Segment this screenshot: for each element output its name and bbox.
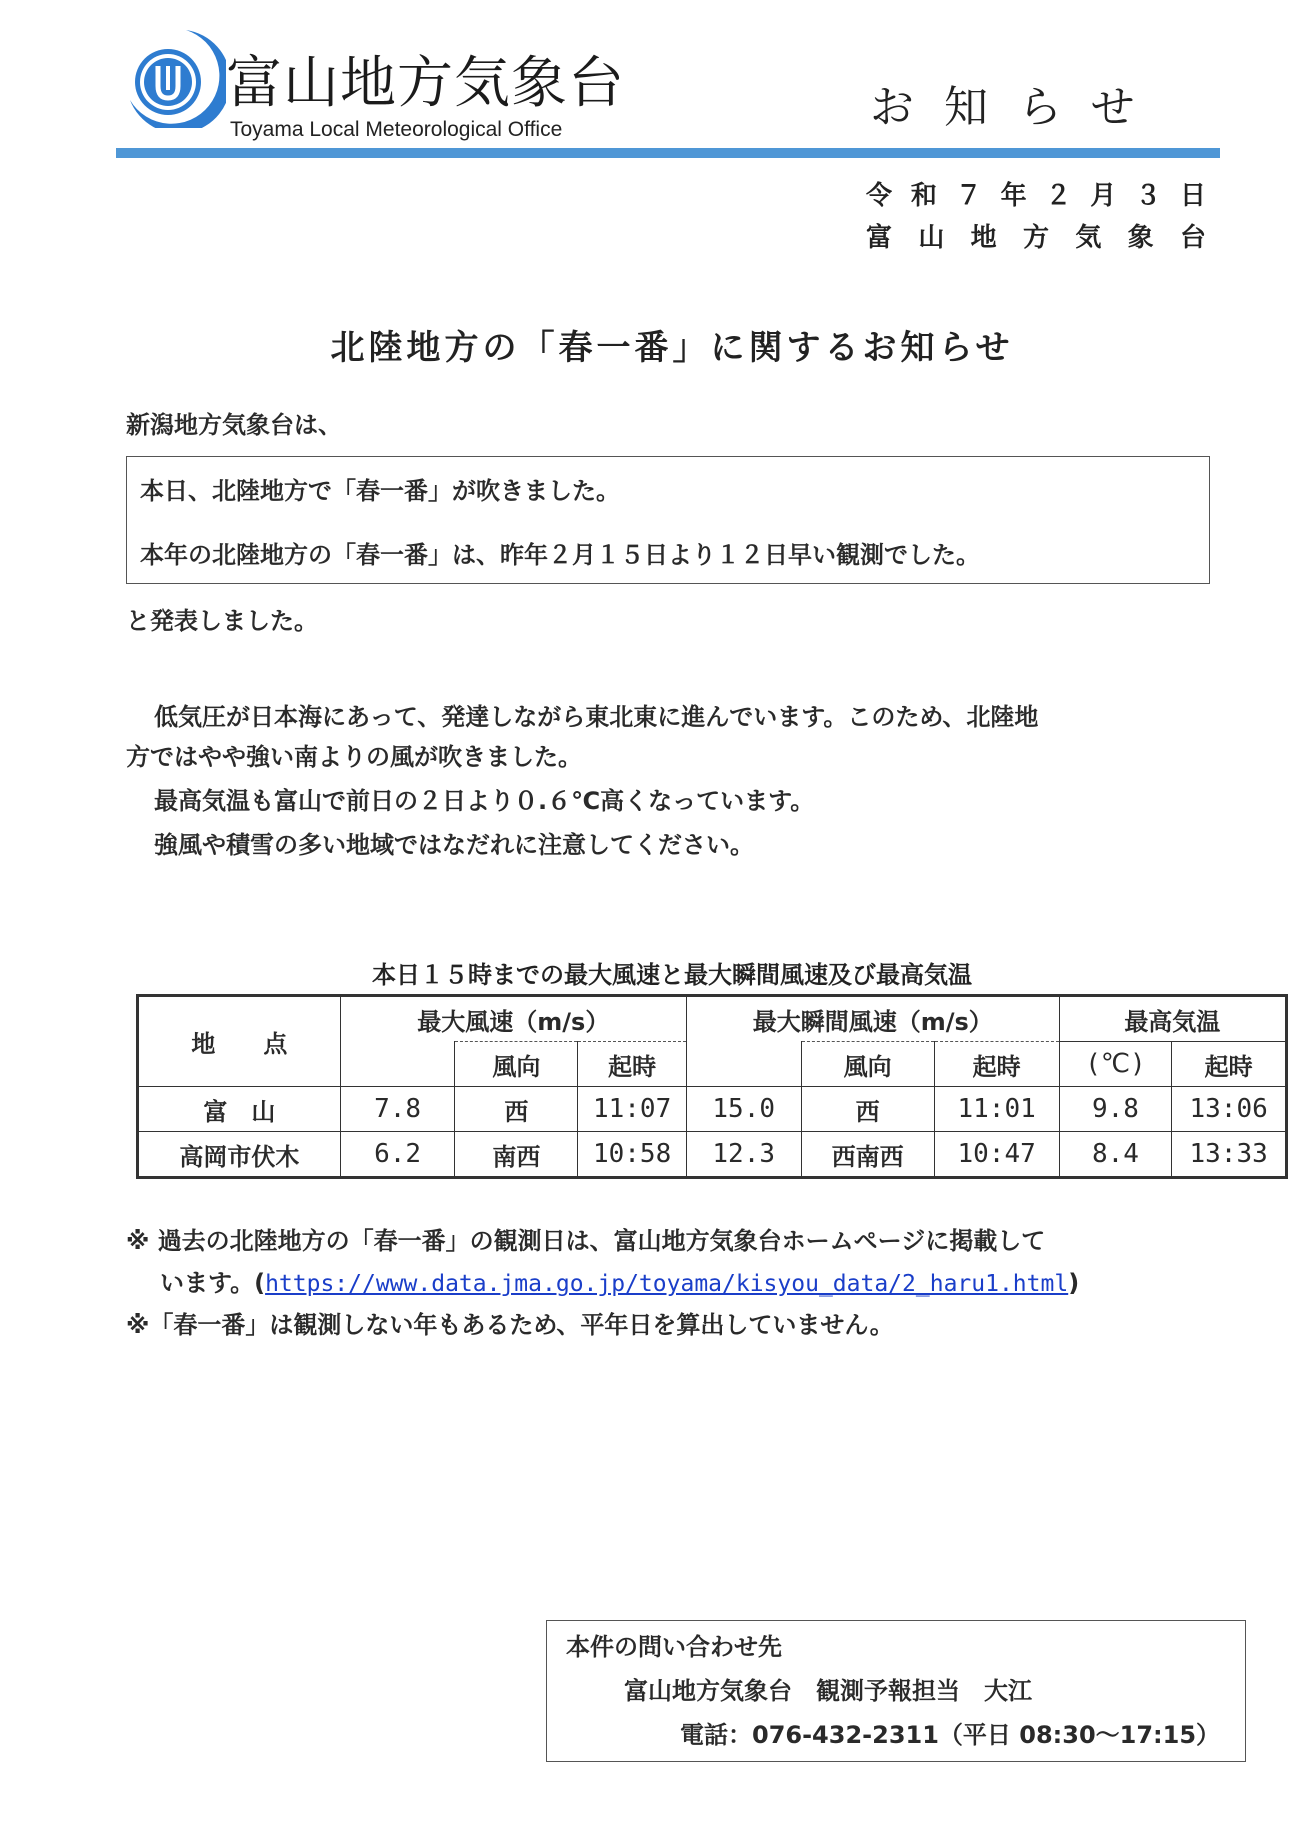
- org-name: 富山地方気象台: [226, 51, 625, 116]
- paragraph-line: 方ではやや強い南よりの風が吹きました。: [126, 743, 582, 771]
- header-blank: [340, 1042, 455, 1087]
- header-time: 起時: [578, 1042, 687, 1087]
- temp-cell: 8.4: [1059, 1132, 1172, 1178]
- paragraph-line: 低気圧が日本海にあって、発達しながら東北東に進んでいます。このため、北陸地: [154, 703, 1039, 731]
- temp-cell: 9.8: [1059, 1087, 1172, 1132]
- document-title: 北陸地方の「春一番」に関するお知らせ: [330, 328, 1014, 368]
- note-line: [160, 1268, 1079, 1299]
- note-text: ): [1068, 1269, 1080, 1297]
- header-temp-unit: (℃): [1059, 1042, 1172, 1087]
- header-rule: [116, 148, 1220, 158]
- wind-time-cell: 10:58: [578, 1132, 687, 1178]
- gust-cell: 12.3: [686, 1132, 801, 1178]
- header-direction: 風向: [801, 1042, 934, 1087]
- note-line: ※ 過去の北陸地方の「春一番」の観測日は、富山地方気象台ホームページに掲載して: [126, 1227, 1046, 1255]
- table-row: [138, 1132, 1287, 1178]
- contact-phone: 電話：076-432-2311（平日 08:30～17:15）: [680, 1721, 1221, 1749]
- header-max-wind: 最大風速（m/s）: [340, 996, 686, 1042]
- table-row: [138, 1087, 1287, 1132]
- org-name-english: Toyama Local Meteorological Office: [230, 118, 563, 141]
- header-max-gust: 最大瞬間風速（m/s）: [686, 996, 1059, 1042]
- issue-date: 令和７年２月３日: [866, 181, 1206, 211]
- temp-time-cell: 13:06: [1172, 1087, 1287, 1132]
- temp-time-cell: 13:33: [1172, 1132, 1287, 1178]
- station-cell: 富 山: [138, 1087, 341, 1132]
- observation-table: [136, 994, 1288, 1179]
- gust-time-cell: 10:47: [934, 1132, 1059, 1178]
- contact-label: 本件の問い合わせ先: [566, 1633, 782, 1661]
- header-blank: [686, 1042, 801, 1087]
- intro-text: 新潟地方気象台は、: [126, 411, 342, 439]
- header-station: 地 点: [138, 996, 341, 1087]
- wind-time-cell: 11:07: [578, 1087, 687, 1132]
- header-time: 起時: [1172, 1042, 1287, 1087]
- table-caption: 本日１５時までの最大風速と最大瞬間風速及び最高気温: [372, 961, 972, 989]
- wind-dir-cell: 南西: [455, 1132, 578, 1178]
- issuer: 富山地方気象台: [866, 223, 1206, 253]
- station-cell: 高岡市伏木: [138, 1132, 341, 1178]
- header-time: 起時: [934, 1042, 1059, 1087]
- header-max-temp: 最高気温: [1059, 996, 1286, 1042]
- note-text: います。(: [160, 1269, 266, 1297]
- jma-logo-icon: [124, 26, 226, 128]
- notice-label: お知らせ: [870, 82, 1165, 133]
- gust-cell: 15.0: [686, 1087, 801, 1132]
- gust-dir-cell: 西: [801, 1087, 934, 1132]
- paragraph-line: 強風や積雪の多い地域ではなだれに注意してください。: [154, 831, 754, 859]
- paragraph-line: 最高気温も富山で前日の２日より０.６℃高くなっています。: [154, 787, 815, 815]
- wind-cell: 7.8: [340, 1087, 455, 1132]
- gust-dir-cell: 西南西: [801, 1132, 934, 1178]
- wind-cell: 6.2: [340, 1132, 455, 1178]
- contact-department: 富山地方気象台 観測予報担当 大江: [624, 1677, 1032, 1705]
- wind-dir-cell: 西: [455, 1087, 578, 1132]
- header-direction: 風向: [455, 1042, 578, 1087]
- outro-text: と発表しました。: [126, 607, 318, 635]
- gust-time-cell: 11:01: [934, 1087, 1059, 1132]
- announcement-line: 本年の北陸地方の「春一番」は、昨年２月１５日より１２日早い観測でした。: [140, 541, 980, 569]
- haru1-link[interactable]: https://www.data.jma.go.jp/toyama/kisyou_data/2_haru1.html: [265, 1271, 1069, 1297]
- note-line: ※「春一番」は観測しない年もあるため、平年日を算出していません。: [126, 1311, 894, 1339]
- announcement-line: 本日、北陸地方で「春一番」が吹きました。: [140, 477, 620, 505]
